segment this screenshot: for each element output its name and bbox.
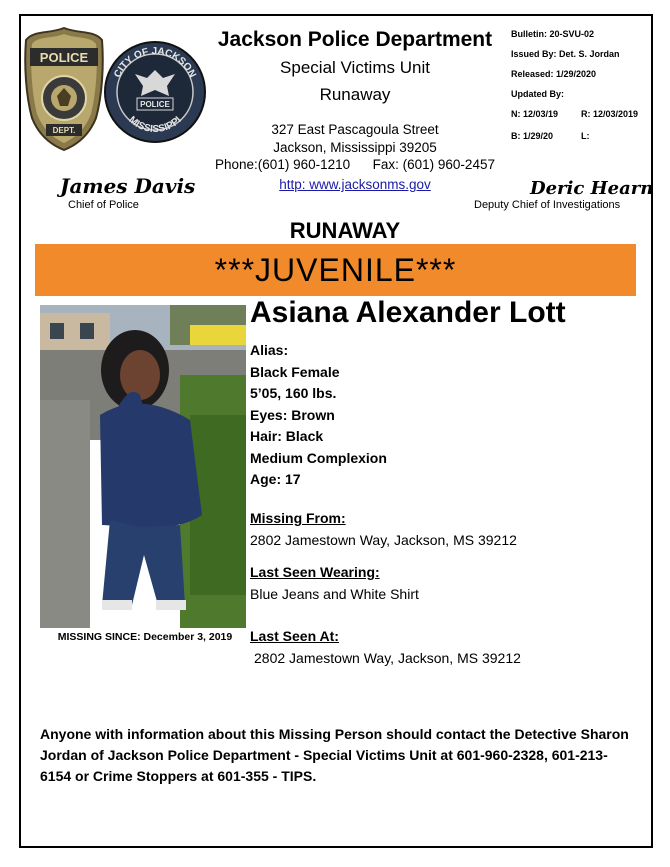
juvenile-banner: ***JUVENILE*** [35, 244, 636, 296]
race-sex: Black Female [250, 363, 340, 380]
deputy-title: Deputy Chief of Investigations [474, 199, 621, 211]
address-block [205, 120, 505, 156]
bulletin-number: Bulletin: 20-SVU-02 [511, 29, 595, 39]
missing-from-address: 2802 Jamestown Way, Jackson, MS 39212 [250, 532, 517, 548]
last-seen-wearing: Blue Jeans and White Shirt [250, 586, 419, 602]
website-line [205, 177, 505, 192]
police-badge-icon [24, 26, 104, 152]
chief-signature: James Davis [60, 174, 196, 198]
last-seen-at-label: Last Seen At: [250, 628, 339, 644]
address-line-1: 327 East Pascagoula Street [271, 122, 439, 137]
contact-instructions: Anyone with information about this Missing Person should contact the Detective Sharon Jordan of Jackson Police Department - Special Victims Unit at 601-960-2328, 601-213-6154 or Crime Stoppers at 601-355 - TIPS. [40, 726, 629, 784]
bulletin-l: L: [581, 131, 590, 141]
bulletin-b: B: 1/29/20 [511, 131, 554, 141]
bulletin-info [511, 24, 651, 146]
person-name: Asiana Alexander Lott [250, 296, 566, 329]
department-name: Jackson Police Department [217, 28, 493, 51]
missing-from-label: Missing From: [250, 510, 346, 526]
svg-text:MISSISSIPPI: MISSISSIPPI [126, 114, 184, 136]
height-weight: 5’05, 160 lbs. [250, 385, 337, 401]
contact-line [205, 157, 505, 172]
age: Age: 17 [250, 471, 301, 487]
person-details [250, 340, 387, 491]
complexion: Medium Complexion [250, 449, 387, 466]
issued-by: Issued By: Det. S. Jordan [511, 49, 620, 59]
last-seen-wearing-label: Last Seen Wearing: [250, 564, 380, 580]
bulletin-r: R: 12/03/2019 [581, 109, 639, 119]
fax-number: Fax: (601) 960-2457 [372, 157, 495, 172]
chief-title: Chief of Police [68, 199, 139, 211]
svg-text:POLICE: POLICE [39, 50, 89, 65]
hair-color: Hair: Black [250, 428, 324, 444]
bulletin-n: N: 12/03/19 [511, 109, 559, 119]
person-photo [40, 305, 246, 628]
bulletin-nr-row [511, 104, 651, 124]
svg-text:DEPT.: DEPT. [52, 126, 76, 135]
eye-color: Eyes: Brown [250, 406, 335, 423]
released-date: Released: 1/29/2020 [511, 69, 597, 79]
last-seen-at-address: 2802 Jamestown Way, Jackson, MS 39212 [254, 650, 521, 666]
unit-name: Special Victims Unit [280, 58, 430, 77]
bulletin-bl-row [511, 126, 651, 146]
website-link[interactable]: http: www.jacksonms.gov [279, 177, 431, 192]
runaway-heading: RUNAWAY [289, 218, 401, 243]
svg-text:CITY OF JACKSON: CITY OF JACKSON [112, 45, 198, 80]
svg-text:POLICE: POLICE [140, 100, 170, 109]
city-seal-icon [103, 40, 207, 144]
phone-number: Phone:(601) 960-1210 [215, 157, 351, 172]
deputy-signature: Deric Hearn [530, 178, 654, 199]
bulletin-category: Runaway [319, 85, 391, 104]
alias: Alias: [250, 342, 289, 358]
missing-since: MISSING SINCE: December 3, 2019 [57, 631, 233, 643]
header-block [205, 28, 505, 105]
updated-by: Updated By: [511, 89, 565, 99]
address-line-2: Jackson, Mississippi 39205 [273, 140, 437, 155]
